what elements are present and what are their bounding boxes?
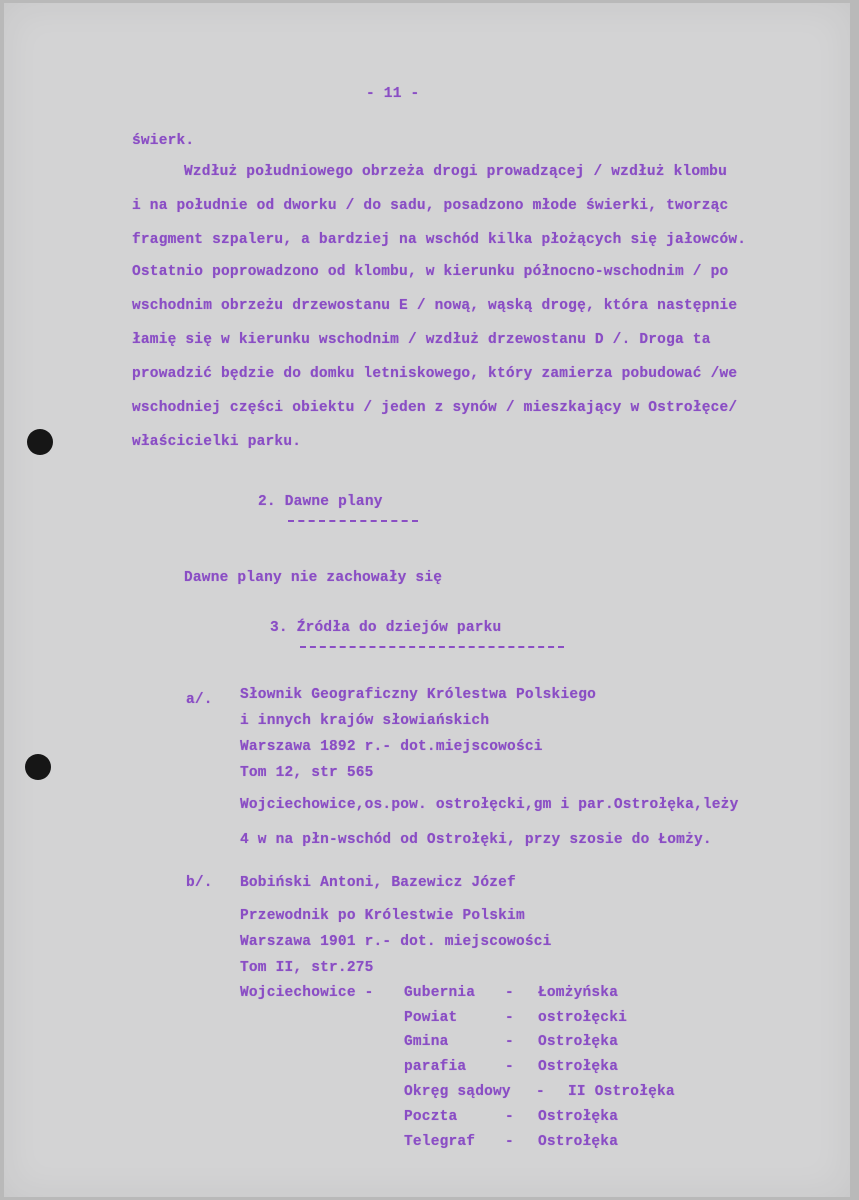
punch-hole (25, 754, 51, 780)
source-line: Przewodnik po Królestwie Polskim (240, 908, 525, 924)
entry-separator: - (505, 985, 514, 1001)
entry-value: Ostrołęka (538, 1109, 619, 1125)
heading-underline (300, 646, 564, 648)
paragraph-line: świerk. (132, 133, 195, 149)
paragraph-line: prowadzić będzie do domku letniskowego, który zamierza pobudować /we (132, 366, 738, 382)
entry-separator: - (505, 1034, 514, 1050)
paragraph-line: wschodnim obrzeżu drzewostanu E / nową, wąską drogę, która następnie (132, 298, 738, 314)
source-line: Warszawa 1901 r.- dot. miejscowości (240, 934, 552, 950)
paragraph-line: właścicielki parku. (132, 434, 302, 450)
entry-key: Gmina (404, 1034, 449, 1050)
entry-key: parafia (404, 1059, 467, 1075)
source-marker: a/. (186, 692, 213, 708)
source-entry-line: Wojciechowice,os.pow. ostrołęcki,gm i par.Ostrołęka,leży (240, 797, 739, 813)
entry-value: II Ostrołęka (568, 1084, 675, 1100)
source-marker: b/. (186, 875, 213, 891)
source-line: Warszawa 1892 r.- dot.miejscowości (240, 739, 543, 755)
entry-separator: - (505, 1134, 514, 1150)
entry-separator: - (536, 1084, 545, 1100)
entry-separator: - (505, 1109, 514, 1125)
entry-value: Łomżyńska (538, 985, 619, 1001)
paragraph-line: i na południe od dworku / do sadu, posadzono młode świerki, tworząc (132, 198, 729, 214)
entry-separator: - (505, 1059, 514, 1075)
entry-key: Telegraf (404, 1134, 476, 1150)
entry-key: Okręg sądowy (404, 1084, 511, 1100)
entry-key: Poczta (404, 1109, 458, 1125)
section-heading: 3. Źródła do dziejów parku (270, 620, 502, 636)
punch-hole (27, 429, 53, 455)
source-line: Bobiński Antoni, Bazewicz Józef (240, 875, 516, 891)
entry-key: Powiat (404, 1010, 458, 1026)
heading-underline (288, 520, 418, 522)
page-number: - 11 - (366, 86, 420, 102)
source-entry-line: 4 w na płn-wschód od Ostrołęki, przy szosie do Łomży. (240, 832, 712, 848)
source-line: i innych krajów słowiańskich (240, 713, 490, 729)
entry-value: Ostrołęka (538, 1134, 619, 1150)
paragraph-line: Wzdłuż południowego obrzeża drogi prowadzącej / wzdłuż klombu (184, 164, 727, 180)
entry-separator: - (505, 1010, 514, 1026)
source-line: Słownik Geograficzny Królestwa Polskiego (240, 687, 597, 703)
paragraph-line: Ostatnio poprowadzono od klombu, w kierunku północno-wschodnim / po (132, 264, 729, 280)
section-body: Dawne plany nie zachowały się (184, 570, 443, 586)
section-heading: 2. Dawne plany (258, 494, 383, 510)
entry-name: Wojciechowice - (240, 985, 374, 1001)
paragraph-line: łamię się w kierunku wschodnim / wzdłuż drzewostanu D /. Droga ta (132, 332, 711, 348)
entry-key: Gubernia (404, 985, 476, 1001)
source-line: Tom 12, str 565 (240, 765, 374, 781)
paragraph-line: wschodniej części obiektu / jeden z synów / mieszkający w Ostrołęce/ (132, 400, 738, 416)
paragraph-line: fragment szpaleru, a bardziej na wschód kilka płożących się jałowców. (132, 232, 747, 248)
entry-value: Ostrołęka (538, 1059, 619, 1075)
entry-value: ostrołęcki (538, 1010, 628, 1026)
source-line: Tom II, str.275 (240, 960, 374, 976)
entry-value: Ostrołęka (538, 1034, 619, 1050)
